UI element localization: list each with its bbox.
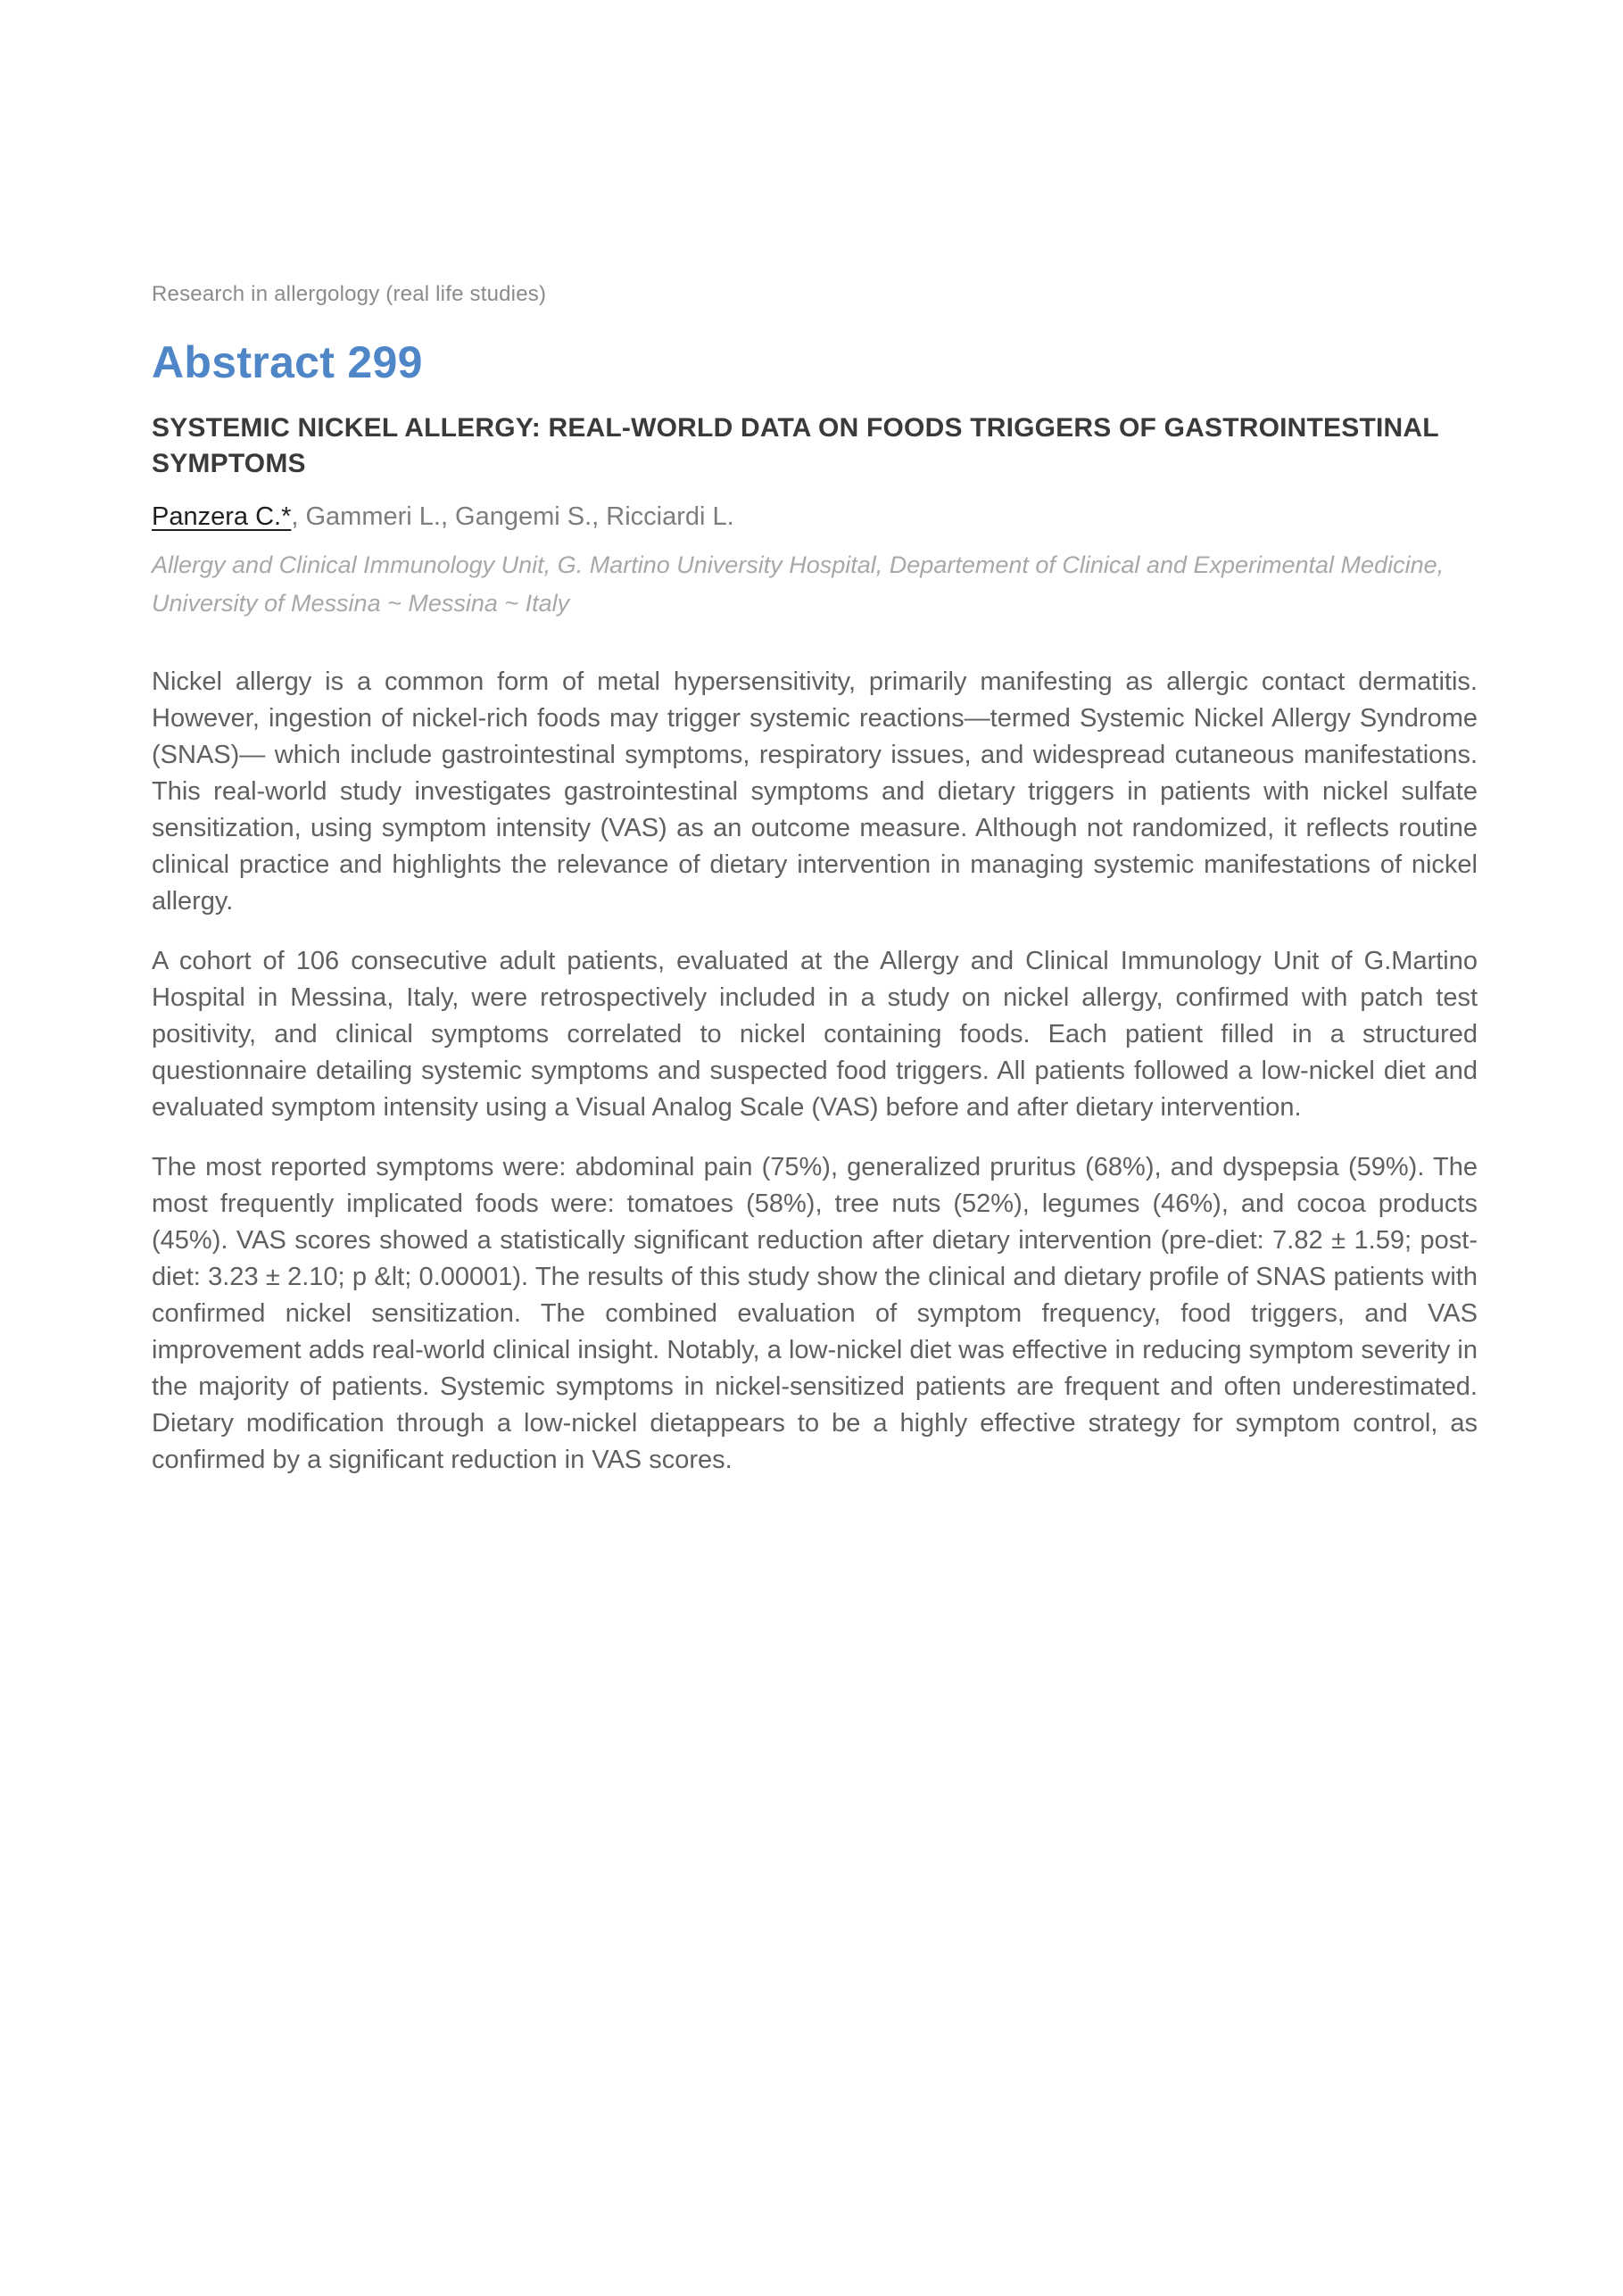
coauthors: , Gammeri L., Gangemi S., Ricciardi L. (291, 502, 734, 531)
affiliation: Allergy and Clinical Immunology Unit, G. Martino University Hospital, Departement of Clinical and Experimental Medicine, University of Messina ~ Messina ~ Italy (152, 551, 1445, 617)
abstract-content (152, 282, 1478, 1479)
abstract-title: SYSTEMIC NICKEL ALLERGY: REAL-WORLD DATA ON FOODS TRIGGERS OF GASTROINTESTINAL SYMPTOMS (152, 413, 1439, 478)
presenting-author: Panzera C.* (152, 502, 292, 531)
abstract-number-heading: Abstract 299 (152, 337, 423, 387)
authors-line (152, 501, 1478, 532)
abstract-paragraph-1: Nickel allergy is a common form of metal hypersensitivity, primarily manifesting as allergic contact dermatitis. However, ingestion of nickel-rich foods may trigger systemic reactions—termed Systemic Nickel Allergy Syndrome (SNAS)— which include gastrointestinal symptoms, respiratory issues, and widespread cutaneous manifestations. This real-world study investigates gastrointestinal symptoms and dietary triggers in patients with nickel sulfate sensitization, using symptom intensity (VAS) as an outcome measure. Although not randomized, it reflects routine clinical practice and highlights the relevance of dietary intervention in managing systemic manifestations of nickel allergy. (152, 667, 1478, 916)
abstract-paragraph-2: A cohort of 106 consecutive adult patients, evaluated at the Allergy and Clinical Immunology Unit of G.Martino Hospital in Messina, Italy, were retrospectively included in a study on nickel allergy, confirmed with patch test positivity, and clinical symptoms correlated to nickel containing foods. Each patient filled in a structured questionnaire detailing systemic symptoms and suspected food triggers. All patients followed a low-nickel diet and evaluated symptom intensity using a Visual Analog Scale (VAS) before and after dietary intervention. (152, 947, 1478, 1122)
category-label: Research in allergology (real life studies) (152, 282, 547, 306)
abstract-paragraph-3: The most reported symptoms were: abdominal pain (75%), generalized pruritus (68%), and dyspepsia (59%). The most frequently implicated foods were: tomatoes (58%), tree nuts (52%), legumes (46%), and cocoa products (45%). VAS scores showed a statistically significant reduction after dietary intervention (pre-diet: 7.82 ± 1.59; post-diet: 3.23 ± 2.10; p &lt; 0.00001). The results of this study show the clinical and dietary profile of SNAS patients with confirmed nickel sensitization. The combined evaluation of symptom frequency, food triggers, and VAS improvement adds real-world clinical insight. Notably, a low-nickel diet was effective in reducing symptom severity in the majority of patients. Systemic symptoms in nickel-sensitized patients are frequent and often underestimated. Dietary modification through a low-nickel dietappears to be a highly effective strategy for symptom control, as confirmed by a significant reduction in VAS scores. (152, 1153, 1478, 1474)
